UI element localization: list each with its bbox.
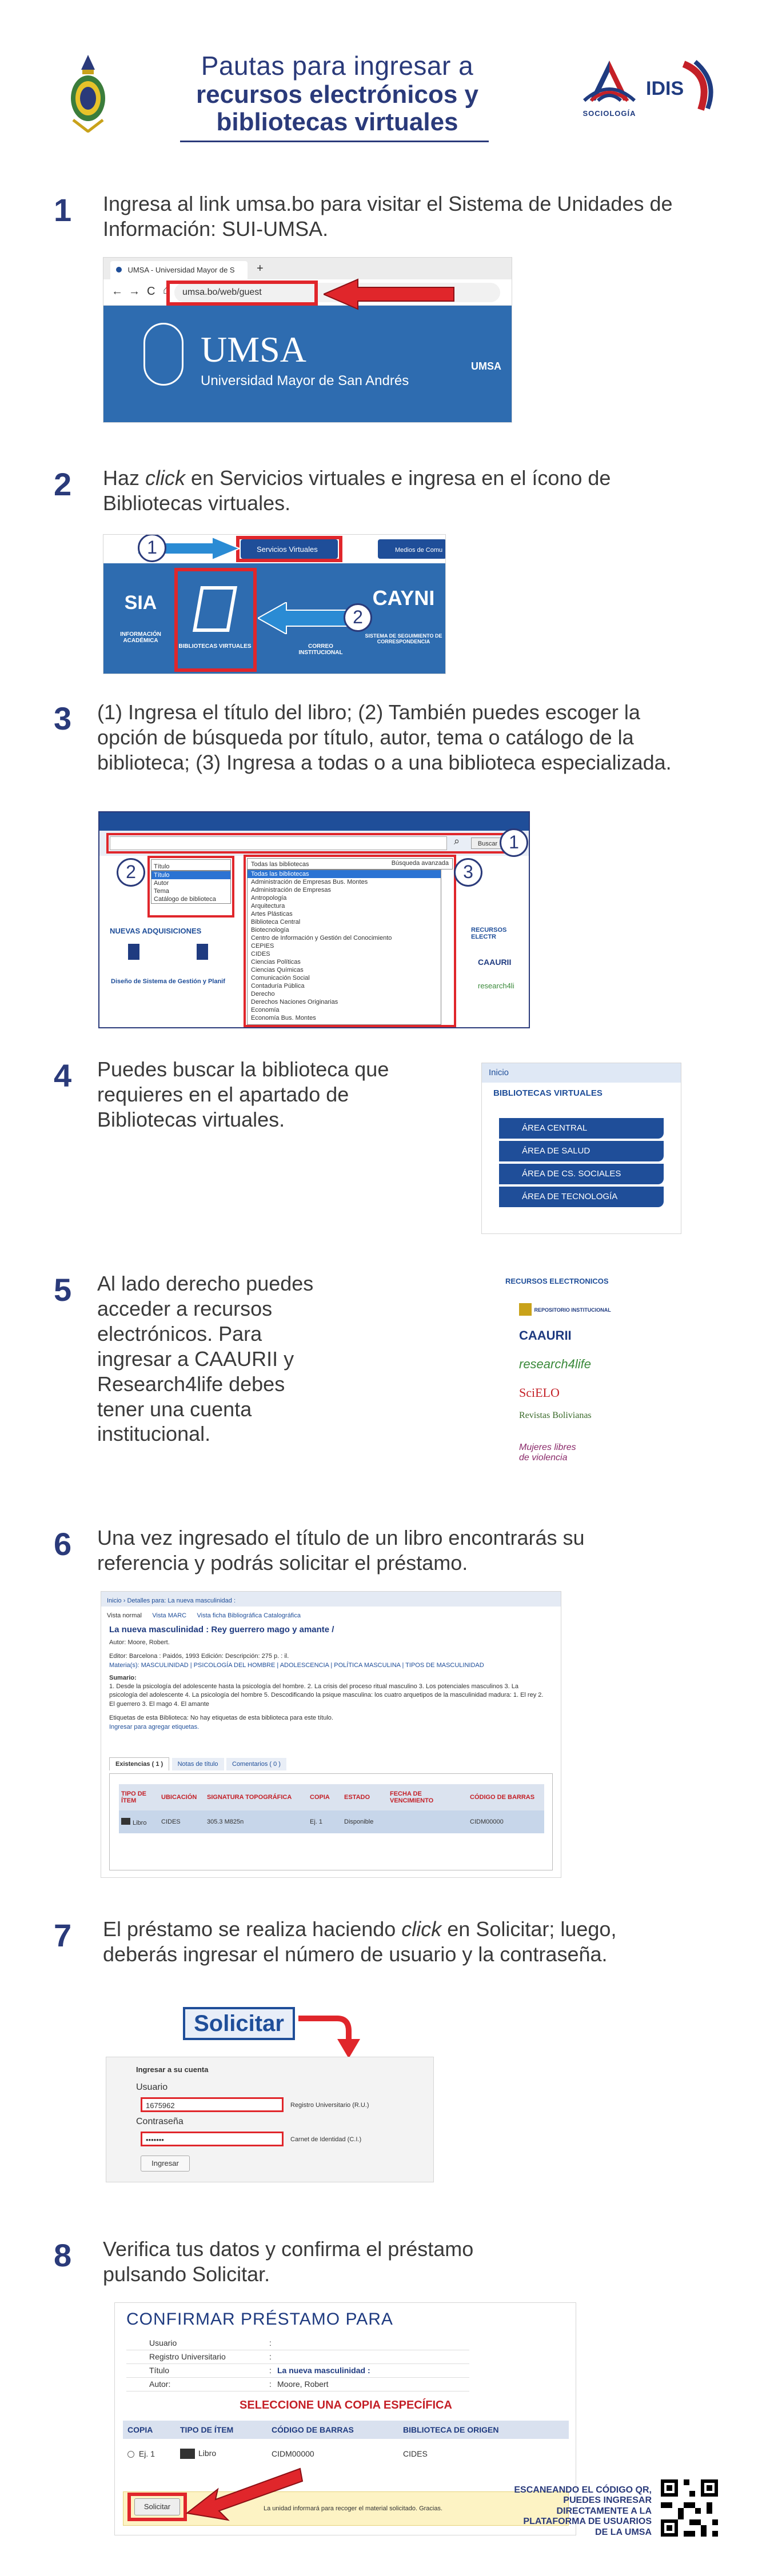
sidebar-item-area-tecnologia[interactable]: ÁREA DE TECNOLOGÍA bbox=[499, 1187, 664, 1207]
highlight-search bbox=[106, 833, 506, 854]
step-number-5: 5 bbox=[54, 1272, 72, 1308]
library-option[interactable]: Arquitectura bbox=[251, 903, 285, 910]
callout-2: 2 bbox=[117, 858, 145, 887]
library-option[interactable]: Derechos Naciones Originarias bbox=[251, 999, 338, 1005]
forward-arrow-icon[interactable]: → bbox=[129, 285, 140, 298]
umsa-shield-icon bbox=[143, 323, 183, 386]
copy-radio[interactable] bbox=[127, 2451, 134, 2458]
table-row: Título : La nueva masculinidad : bbox=[126, 2363, 469, 2377]
tab-favicon-icon bbox=[116, 267, 122, 273]
table-row: Usuario : bbox=[126, 2336, 469, 2350]
option-titulo[interactable]: Título bbox=[151, 871, 230, 879]
search-button[interactable]: Buscar bbox=[471, 838, 504, 849]
tab-vista-marc[interactable]: Vista MARC bbox=[152, 1612, 187, 1619]
footer-qr-caption: ESCANEANDO EL CÓDIGO QR, PUEDES INGRESAR DIRECTAMENTE A LA PLATAFORMA DE USUARIOS DE LA UMSA bbox=[514, 2485, 652, 2537]
library-option[interactable]: Economía Bus. Montes bbox=[251, 1015, 316, 1021]
screenshot-umsa-browser bbox=[103, 257, 512, 423]
repositorio-icon bbox=[519, 1303, 532, 1316]
library-option[interactable]: Biblioteca Central bbox=[251, 919, 301, 926]
step-number-7: 7 bbox=[54, 1917, 72, 1953]
revistas-link[interactable]: Revistas Bolivianas bbox=[519, 1411, 592, 1420]
tab-existencias[interactable]: Existencias ( 1 ) bbox=[109, 1757, 169, 1770]
back-arrow-icon[interactable]: ← bbox=[111, 285, 123, 298]
sidebar-item-area-salud[interactable]: ÁREA DE SALUD bbox=[499, 1141, 664, 1161]
library-option[interactable]: CIDES bbox=[251, 951, 270, 958]
screenshot-book-detail: Inicio › Detalles para: La nueva masculinidad : Vista normal Vista MARC Vista ficha Bibliográfica Catalográfica La nueva masculinidad : Rey guerrero mago y amante / Autor: Moore, Robert. Editor: Barcelona : Paidós, 1993 Edición: Descripción: 275 p. : il. Materia(s): MASCULINIDAD | PSICOLOGÍA DEL HOMBRE | ADOLESCENCIA | POLÍTICA MASCULINA | TIPOS DE MASCULINIDAD Sumario: 1. Desde la psicología del adolescente hasta la psicología del hombre. 2. La crisis del proceso ritual masculino 3. Los potenciales masculinos 3. La psicología del adolescente 4. La psicología del hombre 5. Descodificando la psique masculina: los cuatro arquetipos de la masculinidad madura: 1. El rey 2. El guerrero 3. El mago 4. El amante Etiquetas de esta Biblioteca: No hay etiquetas de esta biblioteca para este título. Ingresar para agregar etiquetas. Existencias ( 1 ) Notas de título Comentarios ( 0 ) TIPO DE ÍTEM UBICACIÓN SIGNATURA TOPOGRÁFICA COPIA ESTADO FECHA DE VENCIMIENTO CÓDIGO DE BARRAS Libro CIDES 305.3 M825n Ej. 1 Disponible CIDM00000 bbox=[101, 1591, 561, 1878]
umsa-banner: UMSA Universidad Mayor de San Andrés UMSA bbox=[103, 306, 512, 423]
library-option[interactable]: Biotecnología bbox=[251, 927, 289, 934]
library-select[interactable]: Todas las bibliotecas Búsqueda avanzada bbox=[247, 858, 453, 870]
book-icon bbox=[180, 2449, 195, 2459]
screenshot-recursos-electronicos: RECURSOS ELECTRONICOS REPOSITORIO INSTITUCIONAL CAAURII research4life SciELO Revistas Bolivianas Mujeres libres de violencia bbox=[496, 1271, 662, 1483]
magnifier-icon: ⌕ bbox=[454, 835, 460, 847]
library-option[interactable]: Artes Plásticas bbox=[251, 911, 293, 918]
step-number-2: 2 bbox=[54, 466, 72, 502]
address-bar[interactable]: umsa.bo/web/guest bbox=[174, 283, 500, 302]
home-icon[interactable]: ⌂ bbox=[163, 284, 170, 297]
mujeres-link[interactable]: Mujeres libres de violencia bbox=[519, 1443, 576, 1463]
tab-comentarios[interactable]: Comentarios ( 0 ) bbox=[226, 1758, 286, 1770]
step-text-2: Haz click en Servicios virtuales e ingresa en el ícono de Bibliotecas virtuales. bbox=[103, 466, 611, 515]
breadcrumb: Inicio › Detalles para: La nueva masculinidad : bbox=[101, 1592, 561, 1607]
screenshot-bibliotecas-menu: Inicio BIBLIOTECAS VIRTUALES ÁREA CENTRAL ÁREA DE SALUD ÁREA DE CS. SOCIALES ÁREA DE TECNOLOGÍA bbox=[481, 1063, 681, 1234]
library-option[interactable]: Todas las bibliotecas bbox=[248, 870, 441, 878]
step-text-5: Al lado derecho puedes acceder a recursos electrónicos. Para ingresar a CAAURII y Research4life debes tener una cuenta institucional. bbox=[97, 1272, 314, 1446]
step-text-8: Verifica tus datos y confirma el préstamo pulsando Solicitar. bbox=[103, 2237, 474, 2286]
library-option[interactable]: Administración de Empresas Bus. Montes bbox=[251, 879, 368, 886]
library-option[interactable]: Administración de Empresas bbox=[251, 887, 332, 894]
holdings-tabs bbox=[109, 1757, 286, 1772]
tab-vista-ficha[interactable]: Vista ficha Bibliográfica Catalográfica bbox=[197, 1612, 301, 1619]
table-row: Autor: : Moore, Robert bbox=[126, 2377, 469, 2391]
step-number-6: 6 bbox=[54, 1526, 72, 1562]
repositorio-link[interactable]: REPOSITORIO INSTITUCIONAL bbox=[519, 1303, 633, 1316]
reload-icon[interactable]: C bbox=[147, 285, 155, 298]
usuario-input[interactable]: 1675962 bbox=[141, 2097, 284, 2112]
copies-table: COPIA TIPO DE ÍTEM CÓDIGO DE BARRAS BIBLIOTECA DE ORIGEN Ej. 1 Libro CIDM00000 CIDES bbox=[123, 2421, 569, 2469]
highlight-url bbox=[166, 281, 318, 306]
red-arrow-icon bbox=[183, 2458, 304, 2527]
callout-1: 1 bbox=[500, 828, 528, 857]
step-text-4: Puedes buscar la biblioteca que requieres en el apartado de Bibliotecas virtuales. bbox=[97, 1057, 389, 1131]
library-option[interactable]: Ciencias Químicas bbox=[251, 967, 304, 973]
ingresar-button[interactable]: Ingresar bbox=[141, 2156, 190, 2172]
library-option[interactable]: Ciencias Políticas bbox=[251, 959, 301, 966]
library-option[interactable]: Centro de Información y Gestión del Conocimiento bbox=[251, 935, 392, 942]
medios-button[interactable]: Medios de Comu bbox=[378, 539, 446, 559]
holdings-table: TIPO DE ÍTEM UBICACIÓN SIGNATURA TOPOGRÁFICA COPIA ESTADO FECHA DE VENCIMIENTO CÓDIGO DE BARRAS Libro CIDES 305.3 M825n Ej. 1 Disponible CIDM00000 bbox=[119, 1784, 544, 1833]
step-text-1: Ingresa al link umsa.bo para visitar el Sistema de Unidades de Información: SUI-UMSA. bbox=[103, 192, 673, 241]
sociologia-logo: SOCIOLOGÍA bbox=[578, 55, 640, 118]
screenshot-login: Ingresar a su cuenta Usuario 1675962 Registro Universitario (R.U.) Contraseña ••••••• Carnet de Identidad (C.I.) Ingresar bbox=[106, 2057, 434, 2182]
highlight-servicios bbox=[236, 536, 342, 562]
servicios-virtuales-button[interactable]: Servicios Virtuales bbox=[241, 539, 338, 559]
callout-1: 1 bbox=[138, 534, 166, 562]
tab-vista-normal[interactable]: Vista normal bbox=[107, 1612, 142, 1619]
search-type-select[interactable]: Título bbox=[151, 859, 231, 871]
library-option[interactable]: CEPIES bbox=[251, 943, 274, 950]
step-number-3: 3 bbox=[54, 700, 72, 736]
page-title: Pautas para ingresar a recursos electrónicos y bibliotecas virtuales bbox=[196, 51, 478, 137]
qr-code-icon[interactable] bbox=[661, 2479, 718, 2537]
view-tabs bbox=[101, 1607, 561, 1621]
library-option[interactable]: Derecho bbox=[251, 991, 275, 997]
option-catalogo[interactable]: Catálogo de biblioteca bbox=[154, 896, 216, 903]
step-text-3: (1) Ingresa el título del libro; (2) También puedes escoger la opción de búsqueda por título, autor, tema o catálogo de la biblioteca; (3) Ingresa a todas o a una biblioteca especializada. bbox=[97, 700, 672, 774]
scielo-link[interactable]: SciELO bbox=[519, 1385, 560, 1400]
step-text-7: El préstamo se realiza haciendo click en Solicitar; luego, deberás ingresar el número de usuario y la contraseña. bbox=[103, 1917, 617, 1966]
table-row[interactable]: Libro CIDES 305.3 M825n Ej. 1 Disponible CIDM00000 bbox=[119, 1810, 544, 1833]
research4life-link[interactable]: research4life bbox=[519, 1357, 591, 1371]
book-cover-icon bbox=[128, 944, 139, 960]
book-cover-icon bbox=[197, 944, 208, 960]
screenshot-confirmar: CONFIRMAR PRÉSTAMO PARA Usuario : Registro Universitario : Título : La nueva masculinidad : Autor: : Moore, Robert SELECCIONE UNA COPIA ESPECÍFICA COPIA TIPO DE ÍTEM CÓDIGO DE BARRAS BIBLIOTECA DE ORIGEN Ej. 1 Libro CIDM00000 CIDES La unidad informará para recoger el material solicitado. Gracias. Solicitar bbox=[114, 2302, 576, 2535]
caaurii-link[interactable]: CAAURII bbox=[519, 1328, 572, 1343]
step-number-1: 1 bbox=[54, 192, 72, 228]
sidebar-item-area-central[interactable]: ÁREA CENTRAL bbox=[499, 1118, 664, 1139]
breadcrumb: Inicio bbox=[482, 1063, 681, 1083]
book-icon bbox=[121, 1818, 130, 1825]
bibliotecas-virtuales-tile[interactable]: BIBLIOTECAS VIRTUALES bbox=[178, 575, 252, 672]
option-autor[interactable]: Autor bbox=[154, 880, 169, 887]
library-option[interactable]: Contaduría Pública bbox=[251, 983, 305, 989]
contrasena-input[interactable]: ••••••• bbox=[141, 2132, 284, 2146]
cayni-tile[interactable]: CAYNI SISTEMA DE SEGUIMIENTO DE CORRESPONDENCIA bbox=[365, 586, 442, 644]
browser-tab[interactable]: UMSA - Universidad Mayor de S bbox=[110, 261, 248, 279]
highlight-bibliotecas bbox=[174, 568, 257, 672]
confirm-fields-table bbox=[126, 2336, 469, 2391]
new-tab-button[interactable]: + bbox=[257, 262, 264, 275]
step-number-4: 4 bbox=[54, 1057, 72, 1093]
screenshot-search: Buscar ⌕ Título Título Autor Tema Catálogo de biblioteca NUEVAS ADQUISICIONES Diseño de Sistema de Gestión y Planif Todas las bibliotecas Búsqueda avanzada Todas las bibliotecas Administración de Empresas Bus. Montes Administración de Empresas Antropología Arquitectura Artes Plásticas Biblioteca Central Biotecnología Centro de Información y Gestión del Conocimiento CEPIES CIDES Ciencias Políticas Ciencias Químicas Comunicación Social Contaduría Pública Derecho Derechos Naciones Originarias Economía Economía Bus. Montes RECURSOS ELECTR CAAURII research4li 1 2 3 bbox=[98, 811, 530, 1028]
sidebar-item-area-sociales[interactable]: ÁREA DE CS. SOCIALES bbox=[499, 1164, 664, 1184]
library-option[interactable]: Antropología bbox=[251, 895, 287, 902]
option-tema[interactable]: Tema bbox=[154, 888, 169, 895]
umsa-seal-logo bbox=[67, 53, 109, 133]
sia-tile[interactable]: SIA INFORMACIÓN ACADÉMICA bbox=[120, 592, 161, 644]
blue-arrow-left-icon bbox=[258, 602, 349, 634]
red-arrow-icon bbox=[324, 278, 455, 310]
table-row[interactable]: Ej. 1 Libro CIDM00000 CIDES bbox=[123, 2439, 569, 2469]
highlight-libraries bbox=[244, 855, 456, 1027]
tab-notas[interactable]: Notas de título bbox=[172, 1758, 224, 1770]
solicitar-sample-button[interactable]: Solicitar bbox=[183, 2007, 295, 2040]
solicitar-button[interactable]: Solicitar bbox=[134, 2498, 180, 2515]
step-text-6: Una vez ingresado el título de un libro encontrarás su referencia y podrás solicitar el préstamo. bbox=[97, 1526, 585, 1575]
highlight-select bbox=[147, 856, 234, 918]
title-underline bbox=[180, 141, 489, 142]
library-option[interactable]: Comunicación Social bbox=[251, 975, 310, 981]
screenshot-servicios-virtuales bbox=[103, 534, 446, 674]
library-option[interactable]: Economía bbox=[251, 1007, 280, 1013]
callout-3: 3 bbox=[454, 858, 482, 887]
red-curved-arrow-icon bbox=[297, 2008, 360, 2060]
correo-tile[interactable]: CORREO INSTITUCIONAL bbox=[298, 643, 343, 656]
table-row: Registro Universitario : bbox=[126, 2350, 469, 2363]
idis-logo: IDIS bbox=[643, 57, 717, 114]
callout-2: 2 bbox=[344, 603, 372, 632]
highlight-solicitar bbox=[127, 2493, 187, 2521]
step-number-8: 8 bbox=[54, 2237, 72, 2273]
